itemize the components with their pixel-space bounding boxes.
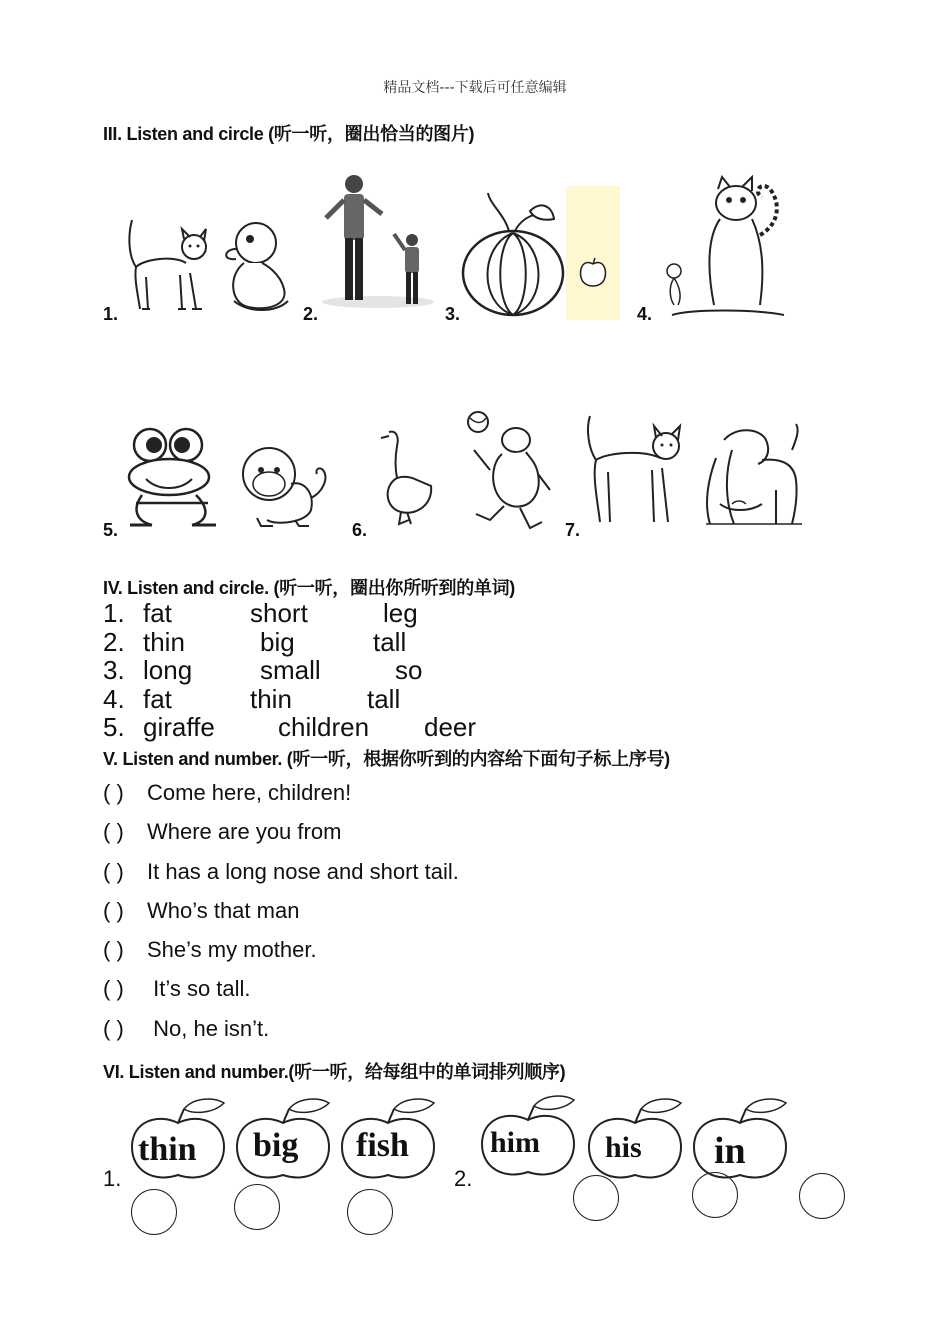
section6-title: VI. Listen and number.(听一听，给每组中的单词排列顺序) [103,1062,566,1082]
word-row [103,684,703,714]
answer-blank[interactable]: ( ) [103,1016,124,1041]
apple-word-card [338,1095,438,1185]
sentence-row [103,937,317,963]
duck-with-ball-picture[interactable] [460,410,555,532]
dog-picture[interactable] [702,420,806,530]
answer-blank[interactable]: ( ) [103,859,124,884]
sentence-row [103,780,351,806]
word-option[interactable]: thin [143,627,185,657]
word-option[interactable]: big [260,627,295,657]
monkey-picture[interactable] [237,440,335,530]
small-apple-picture[interactable] [566,186,620,320]
answer-circle[interactable] [799,1173,845,1219]
item-number: 3. [445,304,461,324]
answer-blank[interactable]: ( ) [103,780,124,805]
word-option[interactable]: giraffe [143,712,215,742]
item-number: 2. [303,304,319,324]
sentence-row [103,819,341,845]
apple-word: fish [356,1127,409,1164]
row-number: 5. [103,712,125,742]
word-option[interactable]: leg [383,598,418,628]
word-row [103,712,703,742]
word-option[interactable]: fat [143,684,172,714]
word-option[interactable]: tall [367,684,401,714]
cat-picture-2[interactable] [584,412,688,528]
row-number: 3. [103,655,125,685]
word-option[interactable]: so [395,655,423,685]
answer-circle[interactable] [573,1175,619,1221]
answer-blank[interactable]: ( ) [103,819,124,844]
apple-word-card [478,1092,578,1182]
row-number: 4. [103,684,125,714]
sentence-row [103,898,299,924]
sentence-text: Come here, children! [147,780,352,805]
answer-circle[interactable] [347,1189,393,1235]
sentence-row [103,859,459,885]
sentence-text: She’s my mother. [147,937,317,962]
apple-word: him [490,1126,541,1159]
answer-blank[interactable]: ( ) [103,976,124,1001]
word-row [103,627,703,657]
tall-short-man-picture[interactable] [318,170,438,310]
apple-word-card [690,1095,790,1185]
goose-picture[interactable] [377,428,435,526]
group-number: 1. [103,1166,122,1191]
sentence-text: It has a long nose and short tail. [147,859,459,884]
apple-word: in [714,1130,746,1172]
header-note: 精品文档---下载后可任意编辑 [383,80,567,96]
section4-title: IV. Listen and circle. (听一听，圈出你所听到的单词) [103,578,515,598]
word-option[interactable]: fat [143,598,172,628]
word-option[interactable]: tall [373,627,407,657]
sentence-text: Where are you from [147,819,342,844]
sentence-row [103,976,251,1002]
frog-picture[interactable] [122,425,222,533]
section5-title: V. Listen and number. (听一听，根据你听到的内容给下面句子标上序号) [103,749,670,769]
answer-blank[interactable]: ( ) [103,898,124,923]
row-number: 1. [103,598,125,628]
sentence-text: No, he isn’t. [147,1016,270,1041]
apple-word-card [233,1095,333,1185]
word-option[interactable]: small [260,655,321,685]
item-number: 4. [637,304,653,324]
sentence-row [103,1016,269,1042]
answer-circle[interactable] [234,1184,280,1230]
apple-word-card [585,1095,685,1185]
sentence-text: Who’s that man [147,898,300,923]
word-option[interactable]: short [250,598,308,628]
word-option[interactable]: children [278,712,370,742]
answer-blank[interactable]: ( ) [103,937,124,962]
item-number: 5. [103,520,119,540]
cat-picture[interactable] [124,215,214,315]
sentence-text: It’s so tall. [147,976,251,1001]
group-number: 2. [454,1166,473,1191]
item-number: 7. [565,520,581,540]
apple-word-card [128,1095,228,1185]
answer-circle[interactable] [692,1172,738,1218]
section3-title: III. Listen and circle (听一听，圈出恰当的图片) [103,124,475,144]
item-number: 6. [352,520,368,540]
row-number: 2. [103,627,125,657]
cat-and-mouse-picture[interactable] [652,175,787,323]
pumpkin-picture[interactable] [460,185,566,320]
answer-circle[interactable] [131,1189,177,1235]
duckling-picture[interactable] [218,215,293,315]
word-row [103,598,703,628]
word-option[interactable]: long [143,655,193,685]
apple-word: big [253,1127,299,1164]
item-number: 1. [103,304,119,324]
apple-word: thin [138,1131,197,1168]
apple-word: his [605,1131,642,1164]
word-option[interactable]: thin [250,684,292,714]
word-option[interactable]: deer [424,712,477,742]
word-row [103,655,703,685]
